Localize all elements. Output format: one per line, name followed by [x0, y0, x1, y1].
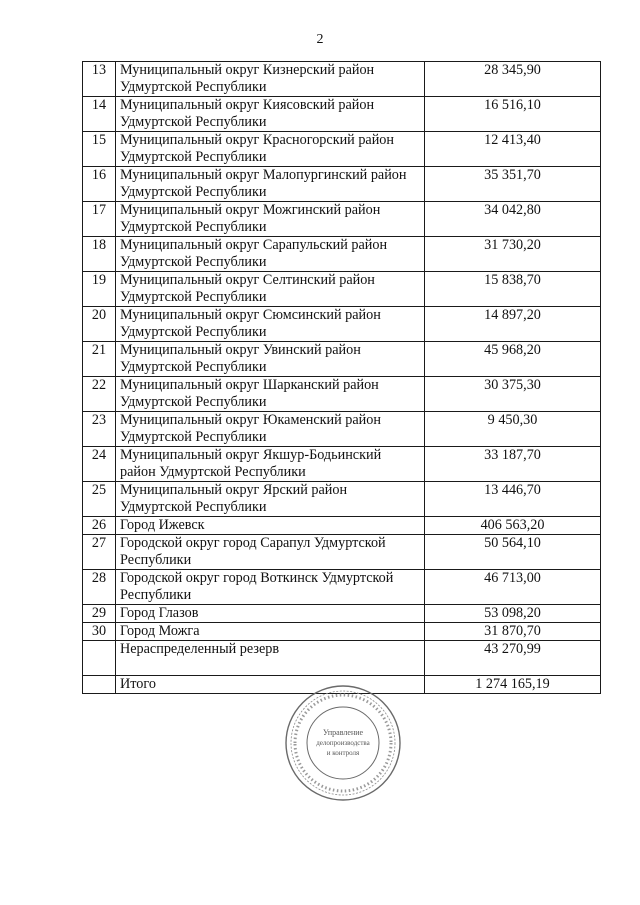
municipality-name: Город Можга: [116, 623, 425, 641]
row-number: 30: [83, 623, 116, 641]
municipality-name: Муниципальный округ Шарканский район Удмуртской Республики: [116, 377, 425, 412]
row-number: 18: [83, 237, 116, 272]
municipality-name: Город Глазов: [116, 605, 425, 623]
amount-value: 43 270,99: [425, 641, 601, 676]
row-number: 23: [83, 412, 116, 447]
amount-value: 46 713,00: [425, 570, 601, 605]
amount-value: 50 564,10: [425, 535, 601, 570]
table-row: [83, 482, 601, 517]
amount-value: 31 730,20: [425, 237, 601, 272]
municipality-name: Муниципальный округ Малопургинский район Удмуртской Республики: [116, 167, 425, 202]
table-row: [83, 412, 601, 447]
amount-value: 31 870,70: [425, 623, 601, 641]
municipality-name: Муниципальный округ Красногорский район Удмуртской Республики: [116, 132, 425, 167]
municipality-name: Муниципальный округ Селтинский район Удмуртской Республики: [116, 272, 425, 307]
amount-value: 13 446,70: [425, 482, 601, 517]
table-row: [83, 447, 601, 482]
table-row: [83, 62, 601, 97]
amount-value: 406 563,20: [425, 517, 601, 535]
row-number: 17: [83, 202, 116, 237]
municipality-name: Городской округ город Сарапул Удмуртской Республики: [116, 535, 425, 570]
amount-value: 53 098,20: [425, 605, 601, 623]
amount-value: 15 838,70: [425, 272, 601, 307]
table-row: [83, 641, 601, 676]
table-row: [83, 202, 601, 237]
row-number: 24: [83, 447, 116, 482]
amount-value: 30 375,30: [425, 377, 601, 412]
amount-value: 28 345,90: [425, 62, 601, 97]
row-number: 20: [83, 307, 116, 342]
row-number: 27: [83, 535, 116, 570]
row-number: 15: [83, 132, 116, 167]
municipality-name: Муниципальный округ Можгинский район Удмуртской Республики: [116, 202, 425, 237]
amount-value: 12 413,40: [425, 132, 601, 167]
row-number: 13: [83, 62, 116, 97]
svg-text:и контроля: и контроля: [326, 749, 360, 757]
row-number: 25: [83, 482, 116, 517]
amount-value: 9 450,30: [425, 412, 601, 447]
table-row: [83, 623, 601, 641]
amount-value: 35 351,70: [425, 167, 601, 202]
table-row: [83, 272, 601, 307]
municipality-name: Итого: [116, 676, 425, 694]
table-row: [83, 377, 601, 412]
row-number: 19: [83, 272, 116, 307]
amount-value: 33 187,70: [425, 447, 601, 482]
round-stamp: [283, 683, 403, 803]
row-number: [83, 641, 116, 676]
row-number: [83, 676, 116, 694]
row-number: 26: [83, 517, 116, 535]
municipality-name: Муниципальный округ Сарапульский район Удмуртской Республики: [116, 237, 425, 272]
svg-text:делопроизводства: делопроизводства: [316, 739, 370, 747]
table-row: [83, 237, 601, 272]
amount-value: 45 968,20: [425, 342, 601, 377]
row-number: 22: [83, 377, 116, 412]
amount-value: 34 042,80: [425, 202, 601, 237]
municipality-name: Муниципальный округ Ярский район Удмуртской Республики: [116, 482, 425, 517]
table-row: [83, 167, 601, 202]
table-row: [83, 535, 601, 570]
municipality-name: Муниципальный округ Увинский район Удмуртской Республики: [116, 342, 425, 377]
municipality-name: Муниципальный округ Якшур-Бодьинский район Удмуртской Республики: [116, 447, 425, 482]
row-number: 28: [83, 570, 116, 605]
municipality-name: Муниципальный округ Сюмсинский район Удмуртской Республики: [116, 307, 425, 342]
table-row: [83, 307, 601, 342]
table-row: [83, 517, 601, 535]
row-number: 14: [83, 97, 116, 132]
page-number: 2: [316, 32, 324, 47]
table-row: [83, 605, 601, 623]
amount-value: 16 516,10: [425, 97, 601, 132]
table-row: [83, 570, 601, 605]
table-row: [83, 132, 601, 167]
municipality-name: Муниципальный округ Юкаменский район Удмуртской Республики: [116, 412, 425, 447]
municipality-name: Муниципальный округ Киясовский район Удмуртской Республики: [116, 97, 425, 132]
municipality-name: Муниципальный округ Кизнерский район Удмуртской Республики: [116, 62, 425, 97]
municipality-name: Городской округ город Воткинск Удмуртской Республики: [116, 570, 425, 605]
table-row: [83, 342, 601, 377]
svg-text:Управление: Управление: [322, 728, 364, 737]
municipality-name: Город Ижевск: [116, 517, 425, 535]
municipality-name: Нераспределенный резерв: [116, 641, 425, 676]
amount-value: 14 897,20: [425, 307, 601, 342]
amount-value: 1 274 165,19: [425, 676, 601, 694]
row-number: 29: [83, 605, 116, 623]
budget-table: [82, 61, 601, 694]
table-row: [83, 97, 601, 132]
row-number: 21: [83, 342, 116, 377]
row-number: 16: [83, 167, 116, 202]
